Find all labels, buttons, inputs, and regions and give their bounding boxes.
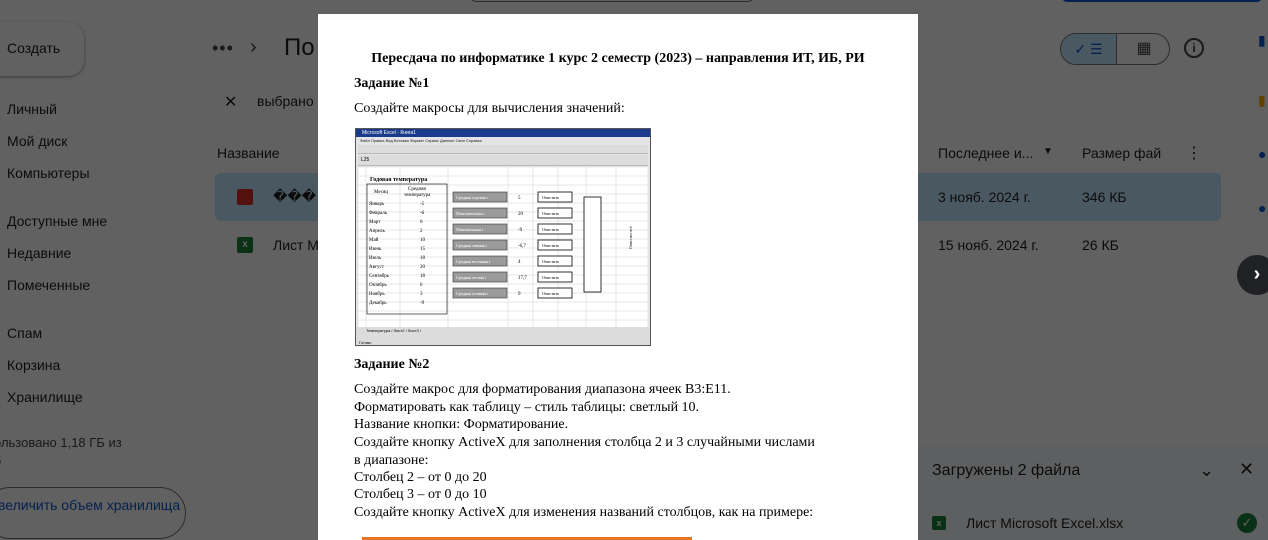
- clear-button-label: Очистить: [542, 259, 560, 264]
- excel-window-title: Microsoft Excel - Книга1: [356, 129, 651, 137]
- table-title: Годовая температура: [370, 177, 428, 183]
- temperature-cell: 20: [420, 265, 425, 270]
- temperature-cell: 18: [420, 274, 425, 279]
- excel-sheet-bar: [356, 327, 651, 346]
- excel-sheet-tabs: Температура / Лист2 / Лист3 /: [366, 328, 421, 333]
- task1-text: Создайте макросы для вычисления значений:: [354, 101, 625, 116]
- temperature-cell: 18: [420, 256, 425, 261]
- temperature-cell: 2: [420, 229, 423, 234]
- macro-button-label: Средняя осенняя t: [456, 291, 489, 296]
- temperature-cell: 10: [420, 238, 425, 243]
- task2-line: Столбец 3 – от 0 до 10: [354, 487, 487, 502]
- task2-line: Создайте кнопку ActiveX для изменения названий столбцов, как на примере:: [354, 505, 814, 520]
- next-arrow-icon[interactable]: ›: [1237, 255, 1268, 295]
- month-cell: Июль: [369, 256, 381, 261]
- clear-button-label: Очистить: [542, 211, 560, 216]
- task2-line: Столбец 2 – от 0 до 20: [354, 470, 487, 485]
- task2-line: в диапазоне:: [354, 453, 429, 468]
- temperature-cell: 15: [420, 247, 425, 252]
- task1-heading: Задание №1: [354, 76, 430, 91]
- temperature-cell: 6: [420, 283, 423, 288]
- clear-button-label: Очистить: [542, 291, 560, 296]
- excel-toolbar: [358, 145, 648, 154]
- excel-status: Готово: [359, 340, 372, 345]
- clear-button-label: Очистить: [542, 275, 560, 280]
- macro-button-label: Средняя зимняя t: [456, 243, 487, 248]
- task2-line: Форматировать как таблицу – стиль таблицы: светлый 10.: [354, 400, 700, 415]
- temperature-cell: 0: [420, 220, 423, 225]
- temperature-cell: -5: [420, 202, 425, 207]
- month-cell: Январь: [369, 202, 385, 207]
- clear-button-label: Очистить: [542, 243, 560, 248]
- excel-name-box: L25: [361, 157, 370, 163]
- month-cell: Ноябрь: [369, 292, 385, 297]
- month-cell: Декабрь: [369, 301, 387, 306]
- result-cell: -6,7: [518, 244, 526, 249]
- result-cell: 9: [518, 292, 521, 297]
- document-title: Пересдача по информатике 1 курс 2 семестр (2023) – направления ИТ, ИБ, РИ: [371, 51, 865, 66]
- month-cell: Сентябрь: [369, 274, 390, 279]
- column-header: Средняя: [408, 187, 426, 192]
- month-cell: Август: [369, 265, 384, 270]
- excel-screenshot: [355, 128, 651, 346]
- result-cell: 20: [518, 212, 523, 217]
- macro-button-label: Максимальная t: [456, 211, 485, 216]
- month-cell: Март: [369, 220, 381, 225]
- temperature-cell: -9: [420, 301, 425, 306]
- month-cell: Апрель: [369, 229, 385, 234]
- excel-menu: Файл Правка Вид Вставка Формат Сервис Данные Окно Справка: [360, 138, 482, 143]
- macro-button-label: Средняя весенняя t: [456, 259, 491, 264]
- excel-formula-bar: [358, 155, 648, 166]
- task2-line: Создайте кнопку ActiveX для заполнения столбца 2 и 3 случайными числами: [354, 435, 815, 450]
- temperature-cell: 3: [420, 292, 423, 297]
- task2-line: Создайте макрос для форматирования диапазона ячеек B3:E11.: [354, 382, 731, 397]
- column-header: температура: [404, 193, 431, 198]
- clear-button-label: Очистить: [542, 227, 560, 232]
- month-cell: Май: [369, 238, 379, 243]
- result-cell: -9: [518, 228, 523, 233]
- macro-button-label: Минимальная t: [456, 227, 484, 232]
- clear-button-label: Очистить: [542, 195, 560, 200]
- task2-heading: Задание №2: [354, 357, 430, 372]
- task2-line: Название кнопки: Форматирование.: [354, 417, 569, 432]
- document-page: [318, 14, 918, 540]
- macro-button-label: Средняя годовая t: [456, 195, 488, 200]
- excel-grid: [358, 167, 648, 327]
- month-cell: Июнь: [369, 247, 382, 252]
- result-cell: 5: [518, 196, 521, 201]
- result-cell: 4: [518, 260, 521, 265]
- clear-all-button: [584, 197, 601, 292]
- clear-all-label: Очистить всё: [628, 226, 633, 249]
- month-cell: Октябрь: [369, 283, 387, 288]
- result-cell: 17,7: [518, 276, 527, 281]
- temperature-cell: -6: [420, 211, 425, 216]
- column-header: Месяц: [374, 190, 388, 195]
- macro-button-label: Средняя летняя t: [456, 275, 487, 280]
- month-cell: Февраль: [369, 211, 388, 216]
